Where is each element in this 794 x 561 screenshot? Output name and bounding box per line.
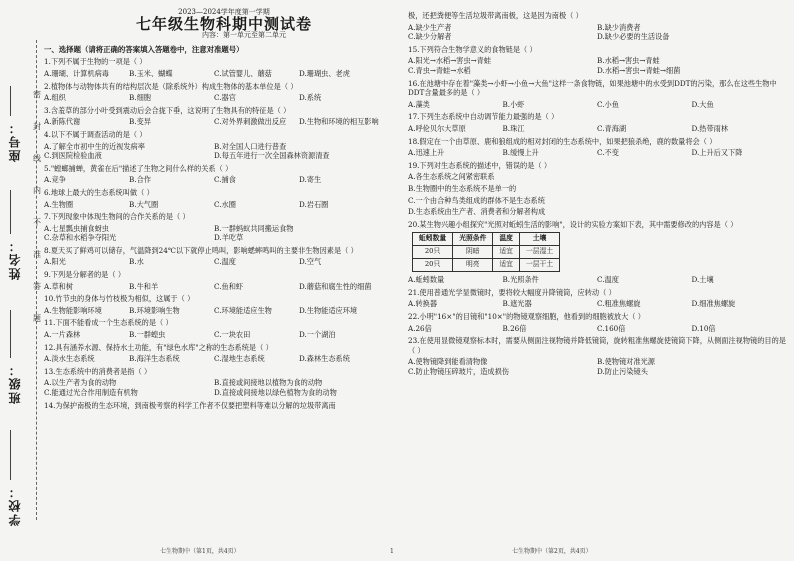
answer-option: C.青海湖 [597, 123, 627, 133]
answer-options [408, 100, 786, 110]
question [44, 57, 384, 78]
answer-option: D.每五年进行一次全国森林资源清查 [214, 151, 330, 161]
name-label: 姓名： [8, 238, 22, 280]
answer-option: A.26倍 [408, 323, 432, 333]
answer-option: C.湿地生态系统 [214, 354, 265, 364]
name-underline [10, 190, 12, 234]
answer-options [44, 93, 384, 103]
answer-option: C.温度 [597, 275, 619, 285]
table-cell: 阴暗 [453, 246, 493, 259]
question-stem: 19.下列对生态系统的描述中，错误的是（ ） [408, 160, 552, 170]
answer-option: A.阳光→水稻→害虫→青蛙 [408, 56, 492, 66]
question-stem: 18.假定在一个由草原、鹿和狼组成的相对封闭的生态系统中，如果把狼杀绝，鹿的数量将会（ ） [408, 136, 717, 146]
table-header: 土壤 [519, 233, 559, 246]
answer-option: D.生态系统由生产者、消费者和分解者构成 [408, 207, 546, 217]
answer-option: A.了解全市初中生的近视发病率 [44, 141, 145, 151]
question [44, 294, 384, 315]
question-stem: 10.竹节虫的身体与竹枝极为相似，这属于（ ） [44, 294, 195, 304]
answer-option: D.羊吃草 [214, 233, 244, 243]
question-stem: 9.下列是分解者的是（ ） [44, 270, 126, 280]
section-heading: 一、选择题（请将正确的答案填入答题卷中，注意对准题号） [44, 44, 244, 54]
question [44, 188, 384, 209]
seal-char: 准 [33, 250, 41, 259]
answer-option: C.小鱼 [597, 99, 619, 109]
answer-option: D.10倍 [691, 323, 716, 333]
seal-char: 封 [33, 122, 41, 131]
question [408, 220, 786, 285]
question-list-right [408, 11, 786, 377]
answer-option: D.岩石圈 [299, 199, 329, 209]
answer-option: C.160倍 [597, 323, 626, 333]
question [44, 270, 384, 291]
answer-option: C.粗准焦螺旋 [597, 299, 641, 309]
answer-option: B.一群蚂蚁共同搬运食物 [214, 223, 294, 233]
question [44, 343, 384, 364]
question [408, 137, 786, 158]
left-column [44, 8, 384, 410]
question [408, 79, 786, 110]
answer-options [44, 306, 384, 316]
class-label: 班级： [8, 362, 22, 404]
table-cell: 明亮 [453, 259, 493, 272]
answer-option: A.七星瓢虫捕食蚜虫 [44, 223, 109, 233]
question-stem: 7.下列现象中体现生物间的合作关系的是（ ） [44, 212, 190, 222]
answer-option: B.海洋生态系统 [129, 354, 180, 364]
answer-option: C.一块农田 [214, 330, 251, 340]
answer-option: B.对全国人口进行普查 [214, 141, 287, 151]
question [408, 336, 786, 376]
table-cell: 适宜 [493, 246, 520, 259]
question [44, 246, 384, 267]
table-header: 温度 [493, 233, 520, 246]
table-header: 光照条件 [453, 233, 493, 246]
answer-option: B.缺少消费者 [597, 22, 641, 32]
answer-option: C.杂草和水稻争夺阳光 [44, 233, 117, 243]
answer-options [44, 175, 384, 185]
footer-right: 七生物期中（第2页，共4页） [512, 548, 592, 555]
question [408, 161, 786, 217]
question [44, 82, 384, 103]
answer-option: B.玉米、蝴蝶 [129, 68, 173, 78]
answer-option: D.细准焦螺旋 [691, 299, 736, 309]
answer-option: A.迅速上升 [408, 148, 445, 158]
answer-option: C.缺少分解者 [408, 32, 452, 42]
answer-option: C.到医院检验血液 [44, 151, 102, 161]
answer-options [44, 378, 384, 397]
question-list-left [44, 57, 384, 410]
seat-label: 座号： [8, 120, 22, 162]
answer-option: D.珊瑚虫、老虎 [299, 68, 350, 78]
answer-option: D.系统 [299, 93, 322, 103]
answer-option: A.阳光 [44, 257, 66, 267]
semester: 2023—2024学年度第一学期 [178, 8, 270, 16]
answer-option: D.蘑菇和腐生性的细菌 [299, 281, 372, 291]
question-stem: 6.地球上最大的生态系统叫做（ ） [44, 187, 154, 197]
school-label: 学校： [8, 484, 22, 526]
seal-char: 密 [33, 90, 41, 99]
question-stem: 5."螳螂捕蝉，黄雀在后"描述了生物之间什么样的关系（ ） [44, 163, 233, 173]
answer-option: B.一群蝗虫 [129, 330, 166, 340]
answer-option: A.新陈代谢 [44, 117, 81, 127]
answer-option: D.生物能适应环境 [299, 305, 358, 315]
question [408, 45, 786, 76]
question-stem: 13.生态系统中的消费者是指（ ） [44, 366, 152, 376]
class-underline [10, 310, 12, 358]
answer-option: C.捕食 [214, 175, 236, 185]
table-cell: 一层湿土 [519, 246, 559, 259]
answer-options [408, 299, 786, 309]
answer-option: C.试管婴儿、蘑菇 [214, 68, 272, 78]
answer-option: D.土壤 [691, 275, 714, 285]
answer-option: D.空气 [299, 257, 322, 267]
answer-option: A.转换器 [408, 299, 438, 309]
answer-options [408, 124, 786, 134]
table-cell: 20只 [413, 259, 453, 272]
question-stem: 8.夏天买了鲜鸡可以储存，气温降到24℃以下就停止鸣叫，影响蟋蟀鸣叫的主要非生物因素是（ ） [44, 245, 358, 255]
table-cell: 适宜 [493, 259, 520, 272]
answer-option: B.遮光器 [502, 299, 532, 309]
answer-option: B.变异 [129, 117, 151, 127]
answer-option: A.生物能影响环境 [44, 305, 102, 315]
answer-options [408, 275, 786, 285]
question [408, 112, 786, 133]
question-stem: 16.在池塘中存在着"藻类→小虾→小鱼→大鱼"这样一条食物链，如果池塘中的水受到DDT的污染，那么在这些生物中DDT含量最多的是（ ） [408, 78, 777, 98]
answer-option: B.牛和羊 [129, 281, 159, 291]
question [44, 130, 384, 161]
answer-option: A.蚯蚓数量 [408, 275, 445, 285]
seal-char: 题 [33, 314, 41, 323]
question-stem: 1.下列不属于生物的一项是（ ） [44, 57, 147, 67]
answer-options [44, 282, 384, 292]
answer-option: D.热带雨林 [691, 123, 729, 133]
question-stem: 14.为保护南极的生态环境，到南极考察的科学工作者不仅要把塑料等难以分解的垃圾带离南 [44, 400, 336, 410]
question-stem: 17.下列生态系统中自动调节能力最强的是（ ） [408, 112, 559, 122]
answer-option: B.生物圈中的生态系统不是单一的 [408, 183, 517, 193]
answer-option: B.珠江 [502, 123, 525, 133]
answer-option: D.一个湖泊 [299, 330, 336, 340]
table-cell: 20只 [413, 246, 453, 259]
answer-options [44, 200, 384, 210]
answer-option: C.防止物镜压碎玻片，造成损伤 [408, 367, 509, 377]
answer-option: D.防止污染镜头 [597, 367, 648, 377]
seat-underline [10, 86, 12, 116]
answer-option: B.小虾 [502, 99, 525, 109]
answer-option: A.竞争 [44, 175, 66, 185]
answer-options [44, 117, 384, 127]
question-stem: 2.植物体与动物体共有的结构层次是（除系统外）构成生物体的基本单位是（ ） [44, 81, 298, 91]
answer-option: B.直接或间接地以植物为食的动物 [214, 378, 323, 388]
answer-option: C.不变 [597, 148, 619, 158]
answer-option: B.合作 [129, 175, 151, 185]
experiment-table [412, 232, 560, 272]
answer-option: A.草和树 [44, 281, 74, 291]
answer-option: B.光照条件 [502, 275, 539, 285]
answer-option: C.鱼和虾 [214, 281, 244, 291]
question [44, 401, 384, 411]
answer-options [44, 330, 384, 340]
footer-page-number: 1 [390, 548, 394, 555]
seal-chars [32, 90, 42, 324]
question [408, 288, 786, 309]
answer-option: C.对外界刺激做出反应 [214, 117, 287, 127]
answer-option: C.温度 [214, 257, 236, 267]
answer-options [408, 23, 786, 42]
question-stem: 11.下面不能看成一个生态系统的是（ ） [44, 318, 173, 328]
answer-option: B.细胞 [129, 93, 151, 103]
answer-option: D.寄生 [299, 175, 322, 185]
answer-option: A.各生态系统之间紧密联系 [408, 172, 495, 182]
question-stem: 21.使用普通光学显微镜时，要将较大幅度升降镜筒，应转动（ ） [408, 287, 616, 297]
answer-option: D.上升后又下降 [691, 148, 743, 158]
question-stem: 15.下列符合生物学意义的食物链是（ ） [408, 44, 537, 54]
answer-options [44, 224, 384, 243]
footer-left: 七生物期中（第1页，共4页） [160, 548, 240, 555]
exam-scope: 内容：第一单元至第二单元 [202, 31, 286, 40]
question [44, 106, 384, 127]
table-cell: 一层干土 [519, 259, 559, 272]
question-stem: 23.在使用显微镜观察标本时，需要从侧面注视物镜并降低镜筒，旋转粗准焦螺旋使镜筒下降，从侧面注视物镜的目的是（ ） [408, 336, 786, 355]
answer-option: C.一个由合种鸟类组成的群体不是生态系统 [408, 195, 545, 205]
answer-options [408, 56, 786, 75]
question [408, 312, 786, 333]
answer-option: B.26倍 [502, 323, 527, 333]
answer-option: B.使物镜对准光源 [597, 357, 655, 367]
answer-option: D.生物和环境的相互影响 [299, 117, 379, 127]
question [44, 164, 384, 185]
right-column [408, 8, 786, 377]
answer-option: D.水稻→害虫→青蛙→细菌 [597, 65, 681, 75]
answer-option: A.使物镜降到能看清物像 [408, 357, 488, 367]
answer-option: B.缓慢上升 [502, 148, 539, 158]
answer-option: A.生物圈 [44, 199, 74, 209]
answer-option: B.大气圈 [129, 199, 159, 209]
answer-option: C.器官 [214, 93, 236, 103]
answer-option: A.藻类 [408, 99, 430, 109]
answer-option: B.水稻→害虫→青蛙 [597, 56, 660, 66]
answer-option: D.森林生态系统 [299, 354, 350, 364]
question-stem: 极，还把粪便等生活垃圾带离南极，这是因为南极（ ） [408, 11, 583, 20]
answer-option: C.青虫→青蛙→水稻 [408, 65, 471, 75]
answer-options [408, 357, 786, 376]
answer-option: A.组织 [44, 93, 66, 103]
answer-options [44, 142, 384, 161]
answer-option: D.直接或间接地以绿色植物为食的动物 [214, 388, 337, 397]
seal-char: 内 [33, 186, 41, 195]
answer-options [408, 324, 786, 334]
question-stem: 4.以下不属于调查活动的是（ ） [44, 129, 147, 139]
answer-options [408, 148, 786, 158]
answer-option: A.缺少生产者 [408, 22, 452, 32]
question [408, 11, 786, 42]
answer-option: D.大鱼 [691, 99, 714, 109]
page-title: 七年级生物科期中测试卷 [135, 14, 312, 33]
answer-option: A.珊瑚、计算机病毒 [44, 68, 109, 78]
answer-option: C.能通过光合作用制造有机物 [44, 388, 138, 397]
answer-option: A.以生产者为食的动物 [44, 378, 117, 388]
answer-option: C.环境能适应生物 [214, 305, 272, 315]
answer-option: A.一片森林 [44, 330, 81, 340]
answer-option: C.水圈 [214, 199, 236, 209]
question-stem: 3.含羞草的部分小叶受到震动后会合拢下垂，这说明了生物具有的特征是（ ） [44, 105, 291, 115]
question [44, 212, 384, 243]
table-header: 蚯蚓数量 [413, 233, 453, 246]
answer-option: A.呼伦贝尔大草原 [408, 123, 466, 133]
question [44, 318, 384, 339]
answer-option: B.水 [129, 257, 144, 267]
seal-char: 线 [33, 154, 41, 163]
seal-char: 不 [33, 218, 41, 227]
answer-option: D.缺少必要的生活设备 [597, 32, 670, 42]
answer-options [44, 257, 384, 267]
answer-option: A.淡水生态系统 [44, 354, 95, 364]
question [44, 367, 384, 398]
answer-options [44, 354, 384, 364]
question-stem: 22.小明"16×"的目镜和"10×"的物镜观察细胞，他看到的细胞被放大（ ） [408, 312, 645, 322]
question-stem: 12.具有涵养水源、保持水土功能，有"绿色水库"之称的生态系统是（ ） [44, 342, 273, 352]
answer-option: B.环境影响生物 [129, 305, 180, 315]
school-underline [10, 430, 12, 480]
seal-char: 答 [33, 282, 41, 291]
table-row [413, 259, 560, 272]
table-row [413, 246, 560, 259]
answer-options [44, 69, 384, 79]
question-stem: 20.某生物兴趣小组探究"光照对蚯蚓生活的影响"，设计的实验方案如下表，其中需要修改的内容是（ ） [408, 219, 738, 229]
